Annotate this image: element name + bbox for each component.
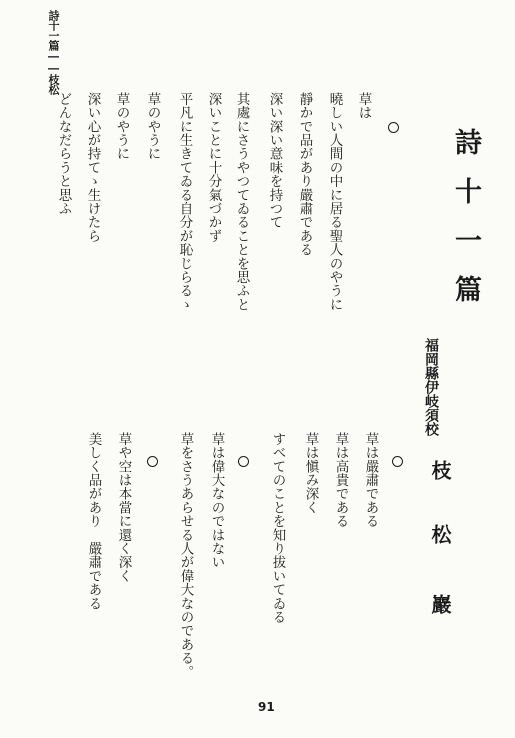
poem-line: 草をさうあらせる人が偉大なのである。 bbox=[177, 432, 194, 679]
poem-line: 草は bbox=[355, 92, 372, 120]
section-marker-1 bbox=[388, 122, 399, 133]
section-marker-2 bbox=[392, 456, 403, 467]
poem-line: 其處にさうやつてゐることを思ふと bbox=[233, 92, 250, 312]
poem-line: どんなだらうと思ふ bbox=[55, 92, 72, 216]
poem-line: 草のやうに bbox=[144, 92, 161, 161]
poem-title: 詩十一篇 bbox=[450, 128, 481, 324]
poem-line: 深い心が持てゝ生けたら bbox=[84, 92, 101, 243]
poem-line: 曉しい人間の中に居る聖人のやうに bbox=[326, 92, 343, 312]
poem-line: 草のやうに bbox=[113, 92, 130, 161]
poem-line: 草は愼み深く bbox=[302, 432, 319, 515]
poem-line: 靜かで品があり嚴肅である bbox=[296, 92, 313, 257]
page-number: 91 bbox=[258, 700, 275, 714]
poem-line: 深いことに十分氣づかず bbox=[205, 92, 222, 243]
running-head: 詩十一篇――枝松 bbox=[47, 10, 60, 94]
poem-line: 草は偉大なのではない bbox=[208, 432, 225, 569]
poem-line: 草は嚴肅である bbox=[362, 432, 379, 528]
poem-line: 草は高貴である bbox=[332, 432, 349, 528]
author-name-char-2: 松 bbox=[428, 524, 452, 544]
poem-line: 草や空は本當に還く深く bbox=[115, 432, 132, 583]
section-marker-3 bbox=[238, 456, 249, 467]
poem-line: すべてのことを知り拔いてゐる bbox=[269, 432, 286, 624]
section-marker-4 bbox=[147, 456, 158, 467]
author-school: 福岡縣伊岐須校 bbox=[423, 338, 439, 436]
poem-line: 平凡に生きてゐる自分が恥じらるゝ bbox=[176, 92, 193, 312]
poem-line: 深い深い意味を持つて bbox=[266, 92, 283, 229]
author-name-char-1: 枝 bbox=[428, 460, 452, 480]
author-name-char-3: 巖 bbox=[428, 594, 452, 614]
poem-line: 美しく品があり 嚴肅である bbox=[85, 432, 102, 611]
